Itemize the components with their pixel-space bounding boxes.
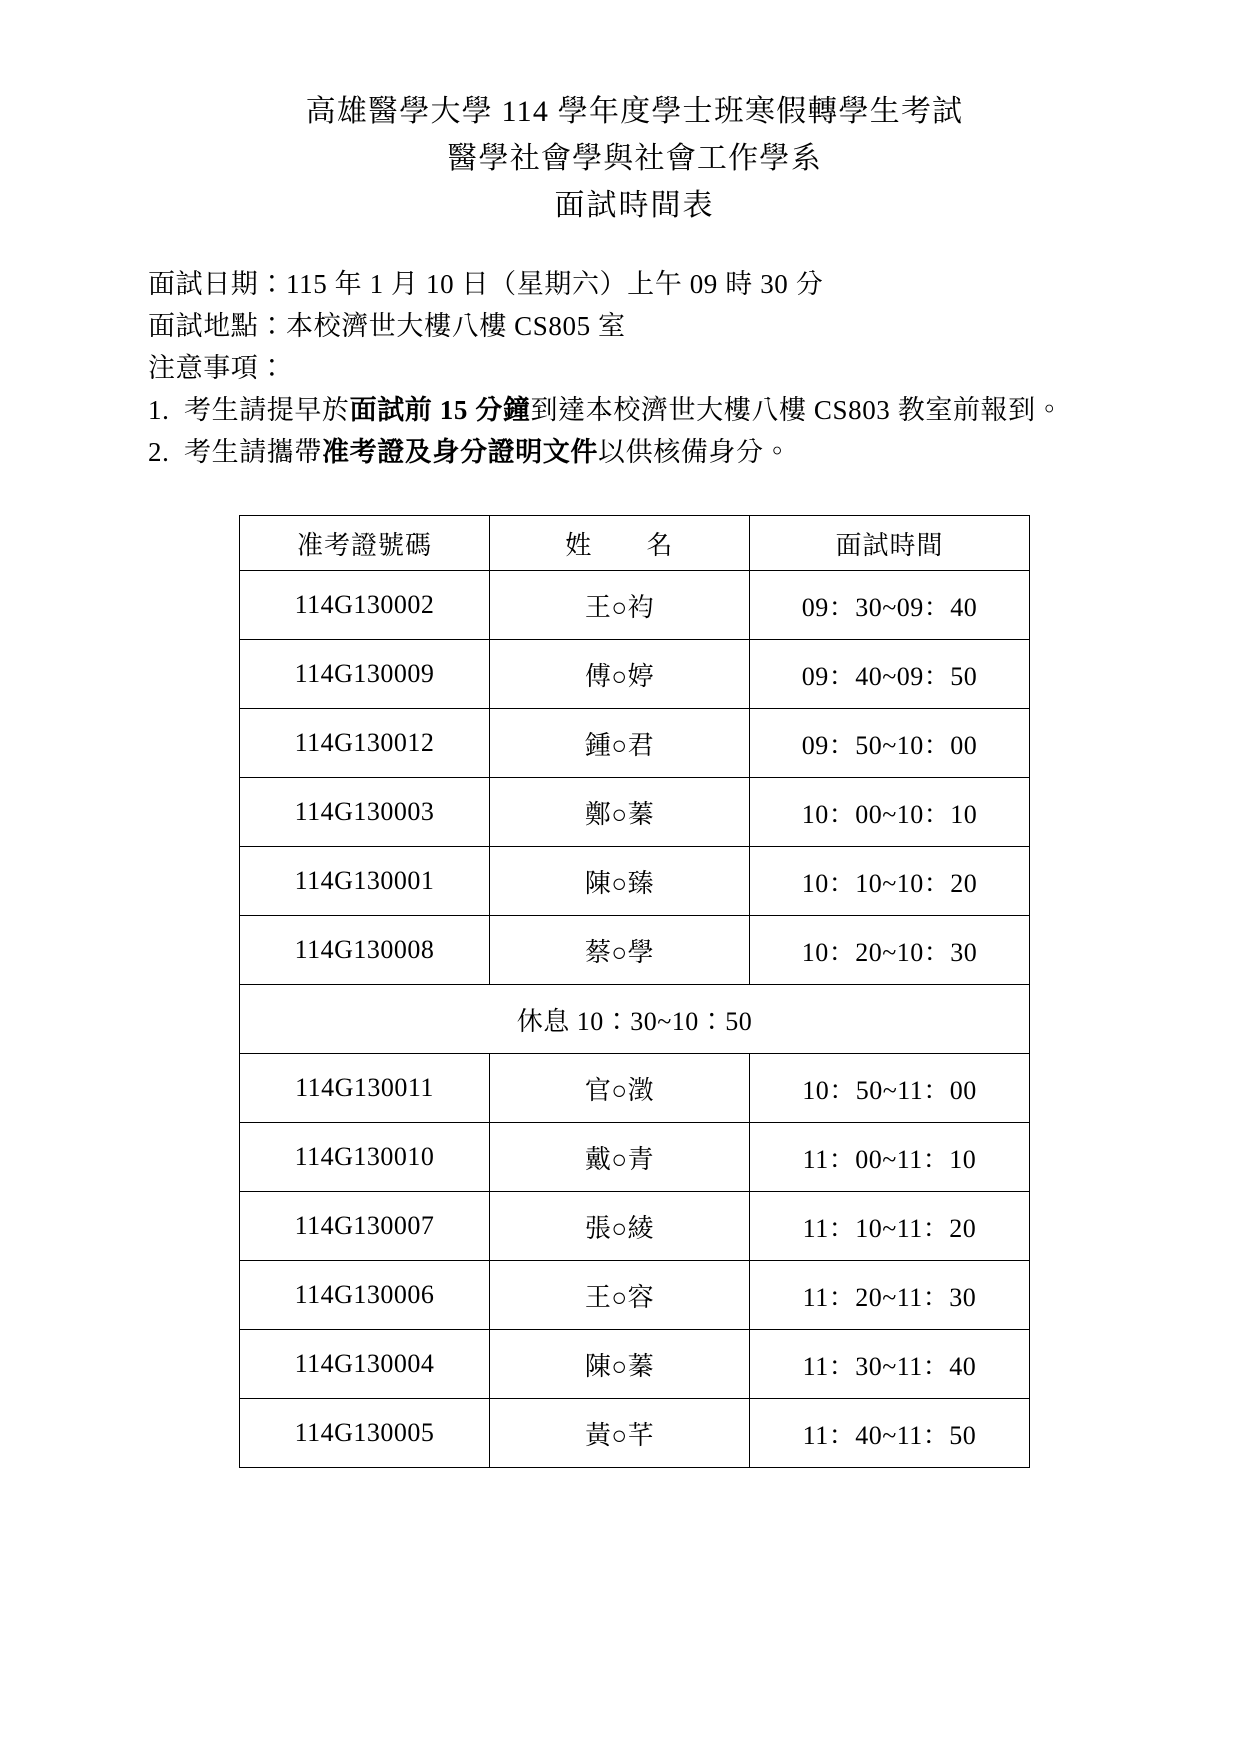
interview-schedule-table bbox=[239, 515, 1030, 1468]
table-break-row bbox=[240, 985, 1030, 1054]
cell-candidate-name: 官○澂 bbox=[490, 1054, 750, 1123]
table-row bbox=[240, 916, 1030, 985]
notice-text-bold: 面試前 15 分鐘 bbox=[349, 395, 531, 425]
cell-candidate-name: 陳○蓁 bbox=[490, 1330, 750, 1399]
table-row bbox=[240, 1261, 1030, 1330]
notes-heading: 注意事項： bbox=[148, 353, 286, 383]
cell-interview-time: 10：00~10：10 bbox=[750, 778, 1030, 847]
cell-exam-id: 114G130005 bbox=[240, 1399, 490, 1468]
cell-exam-id: 114G130004 bbox=[240, 1330, 490, 1399]
cell-break-label: 休息 10：30~10：50 bbox=[240, 985, 1030, 1054]
cell-exam-id: 114G130012 bbox=[240, 709, 490, 778]
notice-number: 2. bbox=[148, 437, 170, 467]
cell-interview-time: 11：00~11：10 bbox=[750, 1123, 1030, 1192]
table-row bbox=[240, 1330, 1030, 1399]
table-row bbox=[240, 1399, 1030, 1468]
cell-exam-id: 114G130002 bbox=[240, 571, 490, 640]
cell-interview-time: 10：50~11：00 bbox=[750, 1054, 1030, 1123]
notice-number: 1. bbox=[148, 395, 170, 425]
table-header-row bbox=[240, 516, 1030, 571]
cell-candidate-name: 王○袀 bbox=[490, 571, 750, 640]
cell-exam-id: 114G130009 bbox=[240, 640, 490, 709]
cell-interview-time: 11：20~11：30 bbox=[750, 1261, 1030, 1330]
cell-interview-time: 09：30~09：40 bbox=[750, 571, 1030, 640]
cell-exam-id: 114G130001 bbox=[240, 847, 490, 916]
cell-interview-time: 11：40~11：50 bbox=[750, 1399, 1030, 1468]
schedule-table-wrapper bbox=[148, 515, 1121, 1468]
notice-text-bold: 准考證及身分證明文件 bbox=[322, 437, 598, 467]
table-row bbox=[240, 1123, 1030, 1192]
notice-text-post: 到達本校濟世大樓八樓 CS803 教室前報到。 bbox=[530, 395, 1064, 425]
interview-place-line: 面試地點：本校濟世大樓八樓 CS805 室 bbox=[148, 311, 626, 341]
notice-text-pre: 考生請攜帶 bbox=[184, 437, 322, 467]
table-body bbox=[240, 571, 1030, 1468]
cell-candidate-name: 鄭○蓁 bbox=[490, 778, 750, 847]
document-title-line-1: 高雄醫學大學 114 學年度學士班寒假轉學生考試 bbox=[305, 95, 964, 128]
document-title-line-3: 面試時間表 bbox=[554, 189, 715, 222]
cell-interview-time: 11：30~11：40 bbox=[750, 1330, 1030, 1399]
cell-candidate-name: 王○容 bbox=[490, 1261, 750, 1330]
column-header-exam-id: 准考證號碼 bbox=[240, 516, 490, 571]
column-header-time: 面試時間 bbox=[750, 516, 1030, 571]
cell-candidate-name: 蔡○學 bbox=[490, 916, 750, 985]
document-title-line-2: 醫學社會學與社會工作學系 bbox=[447, 142, 822, 175]
notice-item bbox=[148, 389, 1121, 431]
column-header-name: 姓 名 bbox=[490, 516, 750, 571]
title-block bbox=[148, 88, 1121, 229]
cell-exam-id: 114G130010 bbox=[240, 1123, 490, 1192]
cell-exam-id: 114G130011 bbox=[240, 1054, 490, 1123]
table-row bbox=[240, 709, 1030, 778]
cell-exam-id: 114G130007 bbox=[240, 1192, 490, 1261]
table-head bbox=[240, 516, 1030, 571]
cell-exam-id: 114G130006 bbox=[240, 1261, 490, 1330]
table-row bbox=[240, 847, 1030, 916]
cell-interview-time: 10：10~10：20 bbox=[750, 847, 1030, 916]
table-row bbox=[240, 571, 1030, 640]
table-row bbox=[240, 778, 1030, 847]
notice-text-post: 以供核備身分。 bbox=[598, 437, 792, 467]
table-row bbox=[240, 1192, 1030, 1261]
cell-candidate-name: 戴○青 bbox=[490, 1123, 750, 1192]
cell-interview-time: 09：50~10：00 bbox=[750, 709, 1030, 778]
notice-item bbox=[148, 431, 1121, 473]
notice-text-pre: 考生請提早於 bbox=[184, 395, 350, 425]
cell-interview-time: 11：10~11：20 bbox=[750, 1192, 1030, 1261]
table-row bbox=[240, 640, 1030, 709]
cell-interview-time: 09：40~09：50 bbox=[750, 640, 1030, 709]
cell-candidate-name: 傅○婷 bbox=[490, 640, 750, 709]
cell-candidate-name: 陳○臻 bbox=[490, 847, 750, 916]
cell-exam-id: 114G130003 bbox=[240, 778, 490, 847]
table-row bbox=[240, 1054, 1030, 1123]
cell-candidate-name: 黃○芊 bbox=[490, 1399, 750, 1468]
cell-candidate-name: 張○綾 bbox=[490, 1192, 750, 1261]
info-block bbox=[148, 263, 1121, 473]
cell-interview-time: 10：20~10：30 bbox=[750, 916, 1030, 985]
cell-candidate-name: 鍾○君 bbox=[490, 709, 750, 778]
interview-date-line: 面試日期：115 年 1 月 10 日（星期六）上午 09 時 30 分 bbox=[148, 269, 824, 299]
notice-list bbox=[148, 389, 1121, 473]
cell-exam-id: 114G130008 bbox=[240, 916, 490, 985]
